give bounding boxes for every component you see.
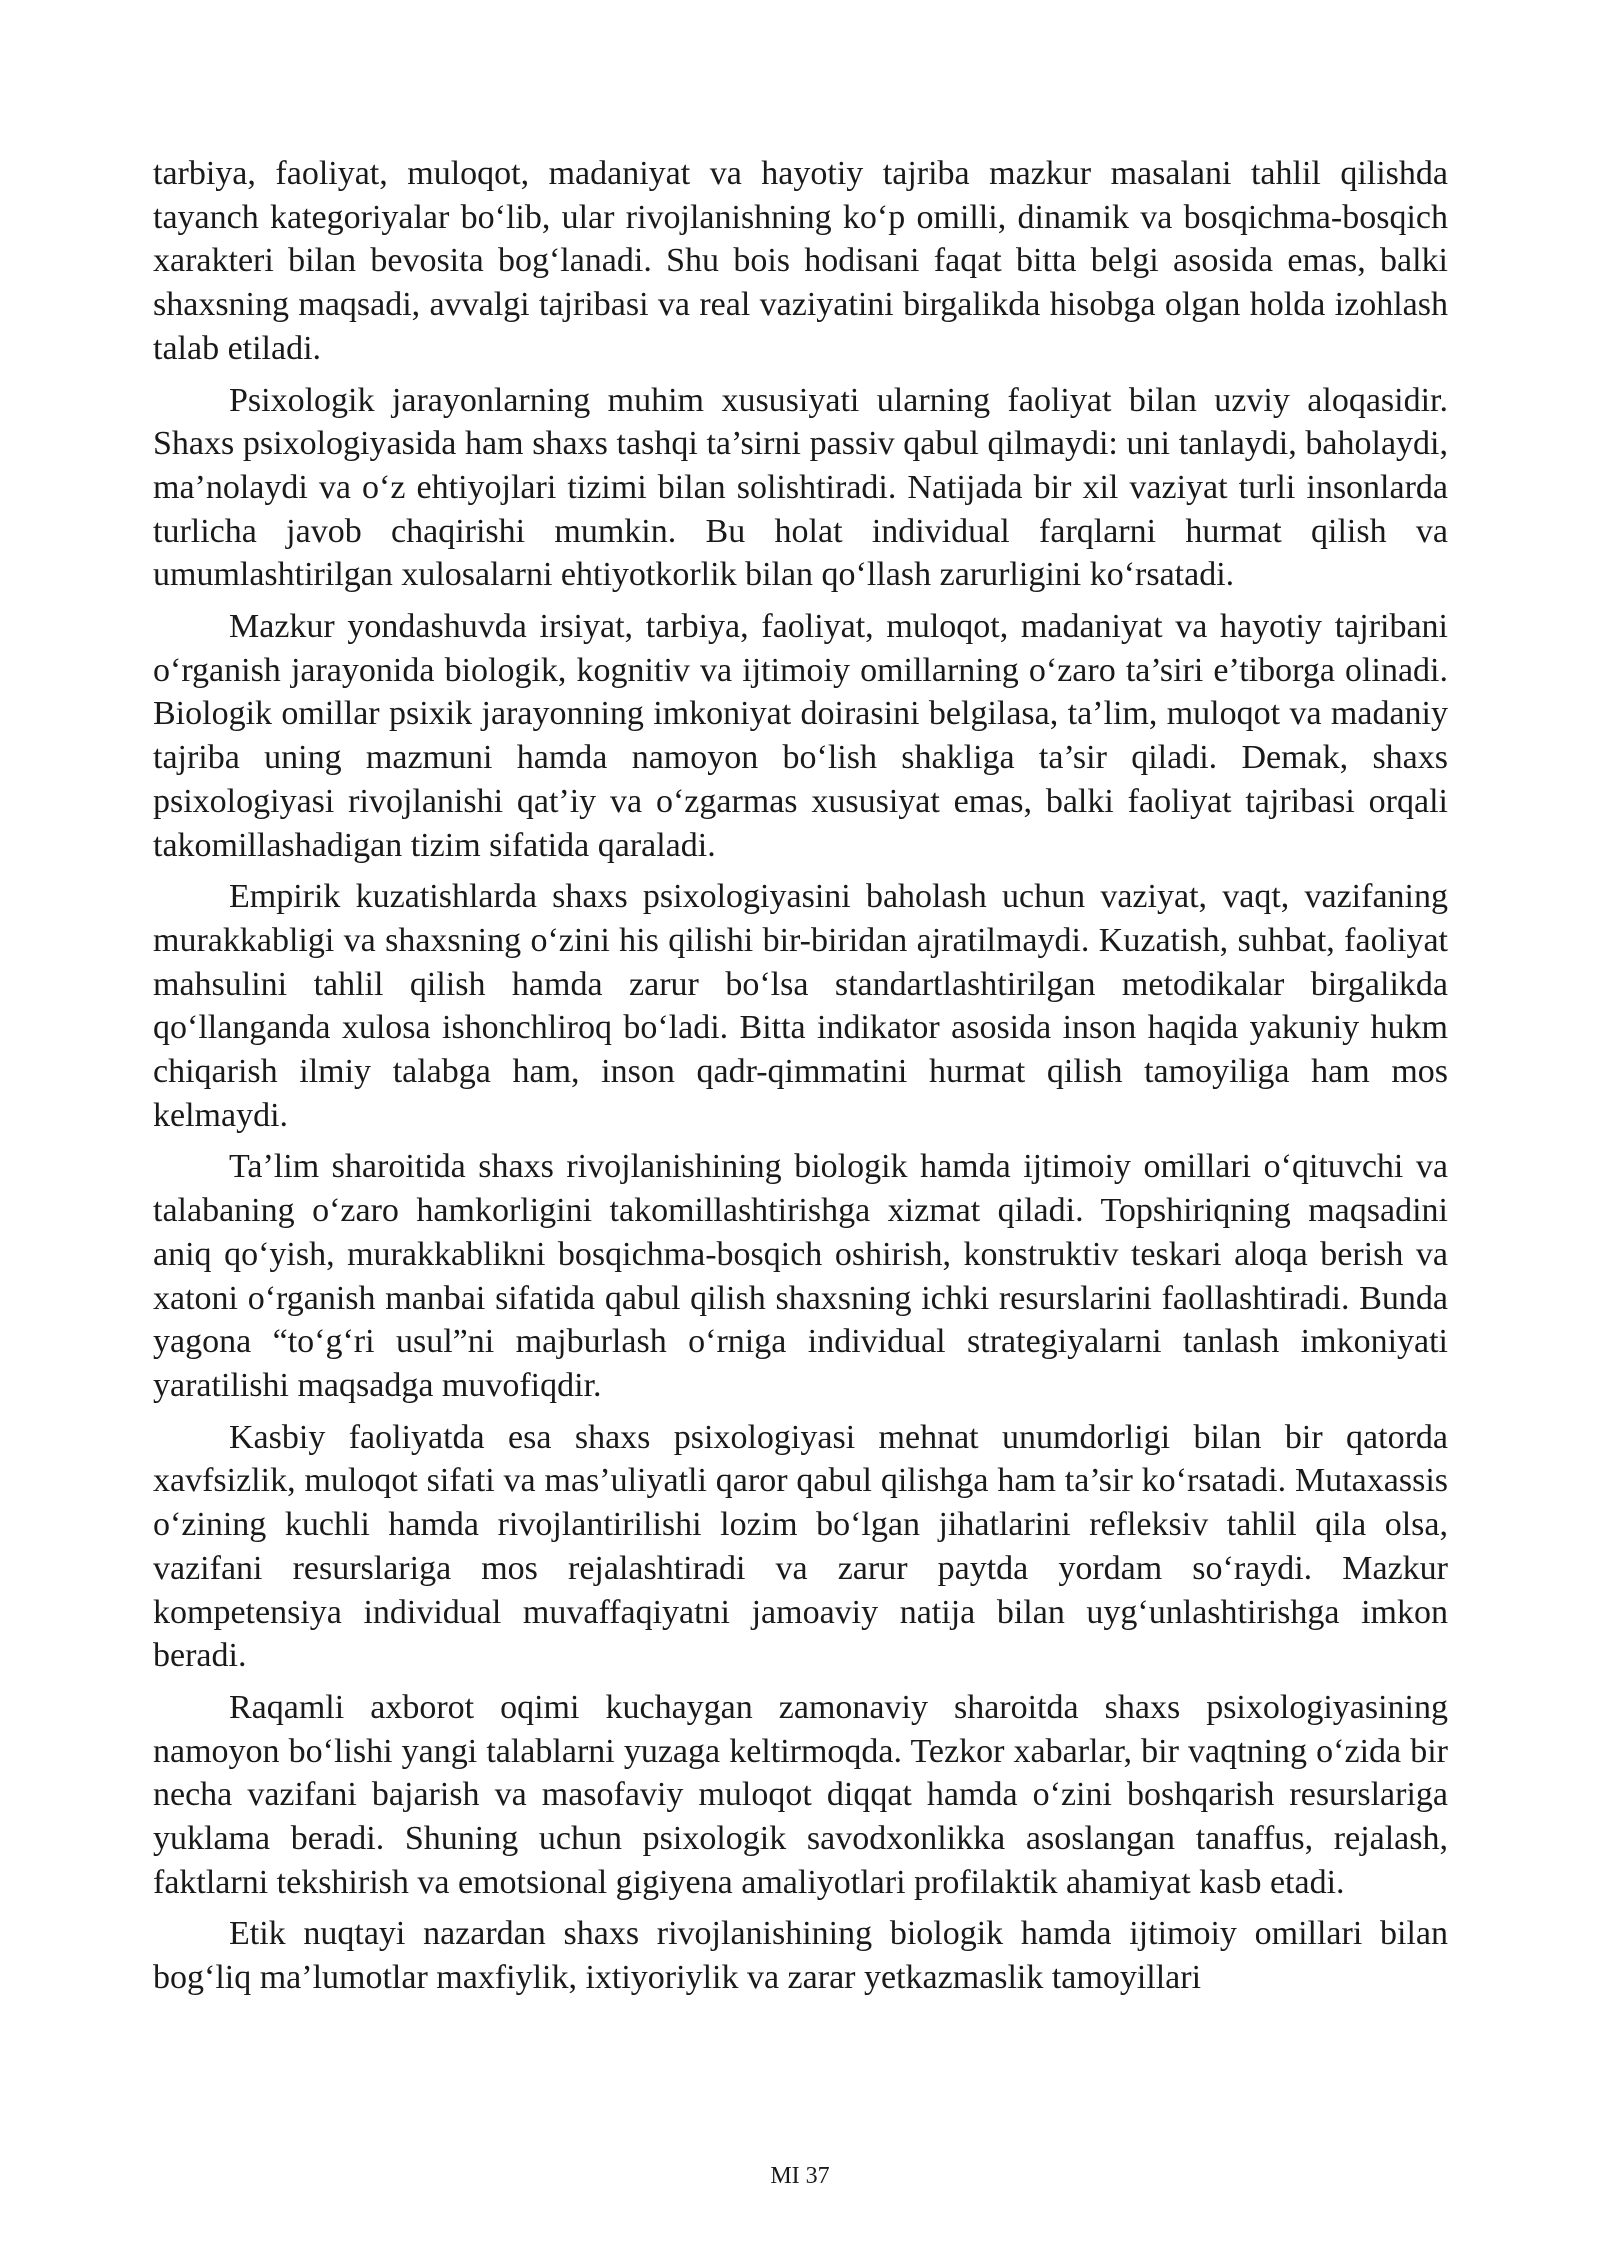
page-number: MI 37 [770,2163,830,2189]
paragraph: Kasbiy faoliyatda esa shaxs psixologiyasi mehnat unumdorligi bilan bir qatorda xavfsizlik, muloqot sifati va mas’uliyatli qaror qabul qilishga ham ta’sir ko‘rsatadi. Mutaxassis o‘zining kuchli hamda rivojlantirilishi lozim bo‘lgan jihatlarini refleksiv tahlil qila olsa, vazifani resurslariga mos rejalashtiradi va zarur paytda yordam so‘raydi. Mazkur kompetensiya individual muvaffaqiyatni jamoaviy natija bilan uyg‘unlashtirishga imkon beradi. [153,1418,1448,1675]
document-body [153,152,1448,2008]
paragraph: Etik nuqtayi nazardan shaxs rivojlanishining biologik hamda ijtimoiy omillari bilan bog‘liq ma’lumotlar maxfiylik, ixtiyoriylik va zarar yetkazmaslik tamoyillari [153,1915,1448,1997]
paragraph: Psixologik jarayonlarning muhim xususiyati ularning faoliyat bilan uzviy aloqasidir. Shaxs psixologiyasida ham shaxs tashqi ta’sirni passiv qabul qilmaydi: uni tanlaydi, baholaydi, ma’nolaydi va o‘z ehtiyojlari tizimi bilan solishtiradi. Natijada bir xil vaziyat turli insonlarda turlicha javob chaqirishi mumkin. Bu holat individual farqlarni hurmat qilish va umumlashtirilgan xulosalarni ehtiyotkorlik bilan qo‘llash zarurligini ko‘rsatadi. [153,381,1448,594]
paragraph: Raqamli axborot oqimi kuchaygan zamonaviy sharoitda shaxs psixologiyasining namoyon bo‘lishi yangi talablarni yuzaga keltirmoqda. Tezkor xabarlar, bir vaqtning o‘zida bir necha vazifani bajarish va masofaviy muloqot diqqat hamda o‘zini boshqarish resurslariga yuklama beradi. Shuning uchun psixologik savodxonlikka asoslangan tanaffus, rejalash, faktlarni tekshirish va emotsional gigiyena amaliyotlari profilaktik ahamiyat kasb etadi. [153,1688,1448,1901]
paragraph: Empirik kuzatishlarda shaxs psixologiyasini baholash uchun vaziyat, vaqt, vazifaning murakkabligi va shaxsning o‘zini his qilishi bir-biridan ajratilmaydi. Kuzatish, suhbat, faoliyat mahsulini tahlil qilish hamda zarur bo‘lsa standartlashtirilgan metodikalar birgalikda qo‘llanganda xulosa ishonchliroq bo‘ladi. Bitta indikator asosida inson haqida yakuniy hukm chiqarish ilmiy talabga ham, inson qadr-qimmatini hurmat qilish tamoyiliga ham mos kelmaydi. [153,878,1448,1134]
paragraph: Mazkur yondashuvda irsiyat, tarbiya, faoliyat, muloqot, madaniyat va hayotiy tajribani o‘rganish jarayonida biologik, kognitiv va ijtimoiy omillarning o‘zaro ta’siri e’tiborga olinadi. Biologik omillar psixik jarayonning imkoniyat doirasini belgilasa, ta’lim, muloqot va madaniy tajriba uning mazmuni hamda namoyon bo‘lish shakliga ta’sir qiladi. Demak, shaxs psixologiyasi rivojlanishi qat’iy va o‘zgarmas xususiyat emas, balki faoliyat tajribasi orqali takomillashadigan tizim sifatida qaraladi. [153,608,1448,864]
paragraph: tarbiya, faoliyat, muloqot, madaniyat va hayotiy tajriba mazkur masalani tahlil qilishda tayanch kategoriyalar bo‘lib, ular rivojlanishning ko‘p omilli, dinamik va bosqichma-bosqich xarakteri bilan bevosita bog‘lanadi. Shu bois hodisani faqat bitta belgi asosida emas, balki shaxsning maqsadi, avvalgi tajribasi va real vaziyatini birgalikda hisobga olgan holda izohlash talab etiladi. [153,155,1448,367]
paragraph: Ta’lim sharoitida shaxs rivojlanishining biologik hamda ijtimoiy omillari o‘qituvchi va talabaning o‘zaro hamkorligini takomillashtirishga xizmat qiladi. Topshiriqning maqsadini aniq qo‘yish, murakkablikni bosqichma-bosqich oshirish, konstruktiv teskari aloqa berish va xatoni o‘rganish manbai sifatida qabul qilish shaxsning ichki resurslarini faollashtiradi. Bunda yagona “to‘g‘ri usul”ni majburlash o‘rniga individual strategiyalarni tanlash imkoniyati yaratilishi maqsadga muvofiqdir. [153,1148,1448,1404]
